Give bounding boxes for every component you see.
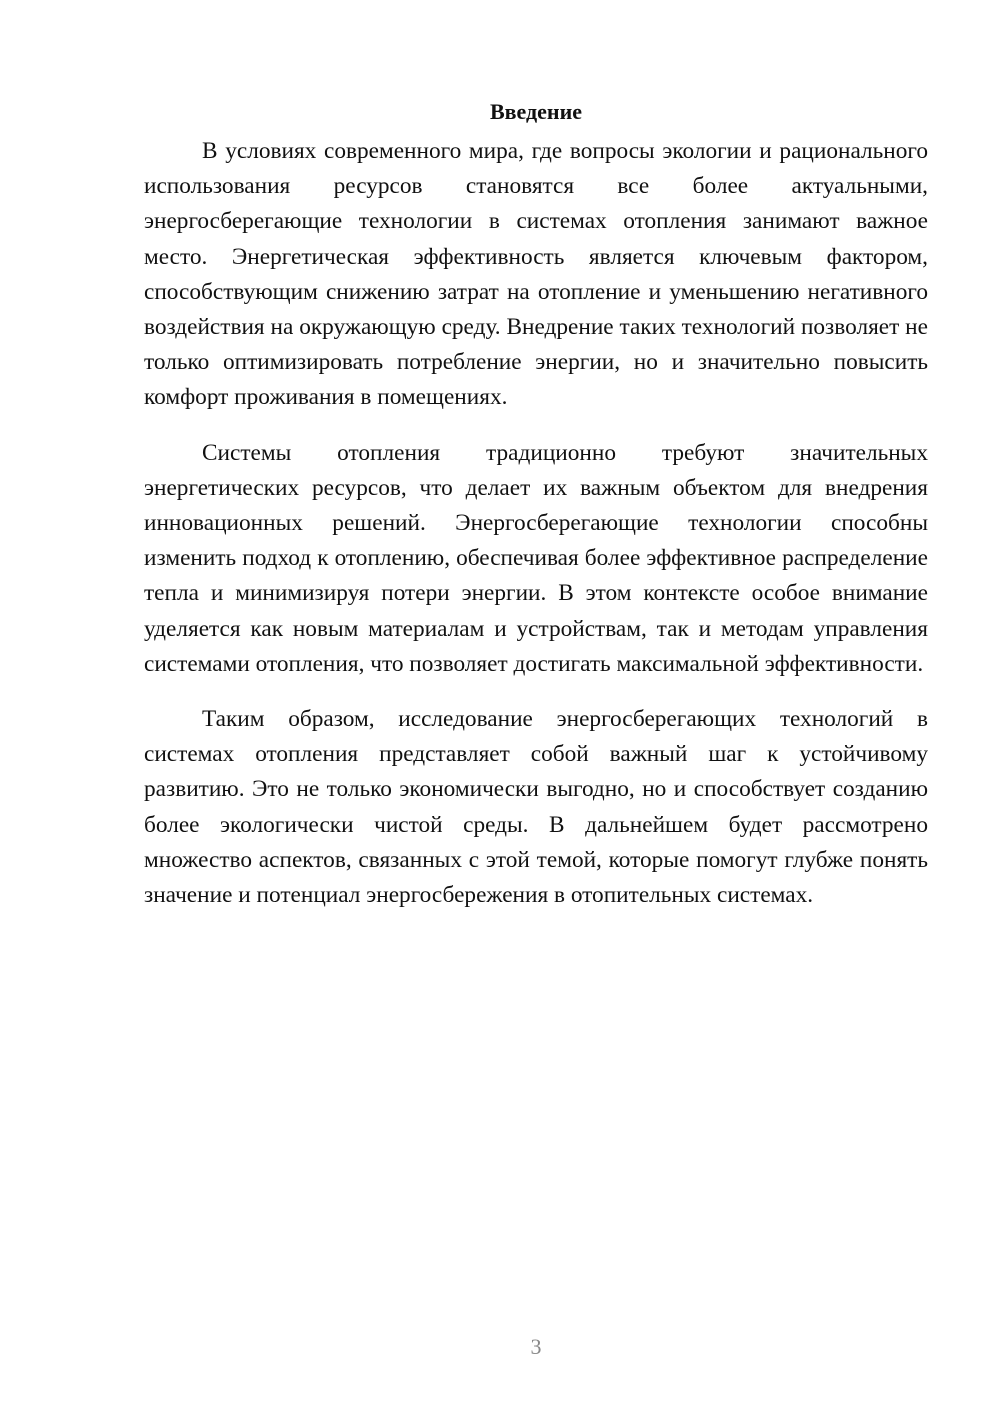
paragraph-2: Системы отопления традиционно требуют значительных энергетических ресурсов, что делает их важным объектом для внедрения инновационных решений. Энергосберегающие технологии способны изменить подход к отоплению, обеспечивая более эффективное распределение тепла и минимизируя потери энергии. В этом контексте особое внимание уделяется как новым материалам и устройствам, так и методам управления системами отопления, что позволяет достигать максимальной эффективности.	[144, 439, 928, 677]
paragraph-1: В условиях современного мира, где вопросы экологии и рационального использования ресурсов становятся все более актуальными, энергосберегающие технологии в системах отопления занимают важное место. Энергетическая эффективность является ключевым фактором, способствующим снижению затрат на отопление и уменьшению негативного воздействия на окружающую среду. Внедрение таких технологий позволяет не только оптимизировать потребление энергии, но и значительно повысить комфорт проживания в помещениях.	[144, 138, 928, 411]
page-content	[144, 96, 928, 913]
section-title: Введение	[489, 99, 583, 124]
paragraph-3: Таким образом, исследование энергосберегающих технологий в системах отопления представляет собой важный шаг к устойчивому развитию. Это не только экономически выгодно, но и способствует созданию более экологически чистой среды. В дальнейшем будет рассмотрено множество аспектов, связанных с этой темой, которые помогут глубже понять значение и потенциал энергосбережения в отопительных системах.	[144, 706, 928, 909]
page-number: 3	[530, 1334, 542, 1359]
